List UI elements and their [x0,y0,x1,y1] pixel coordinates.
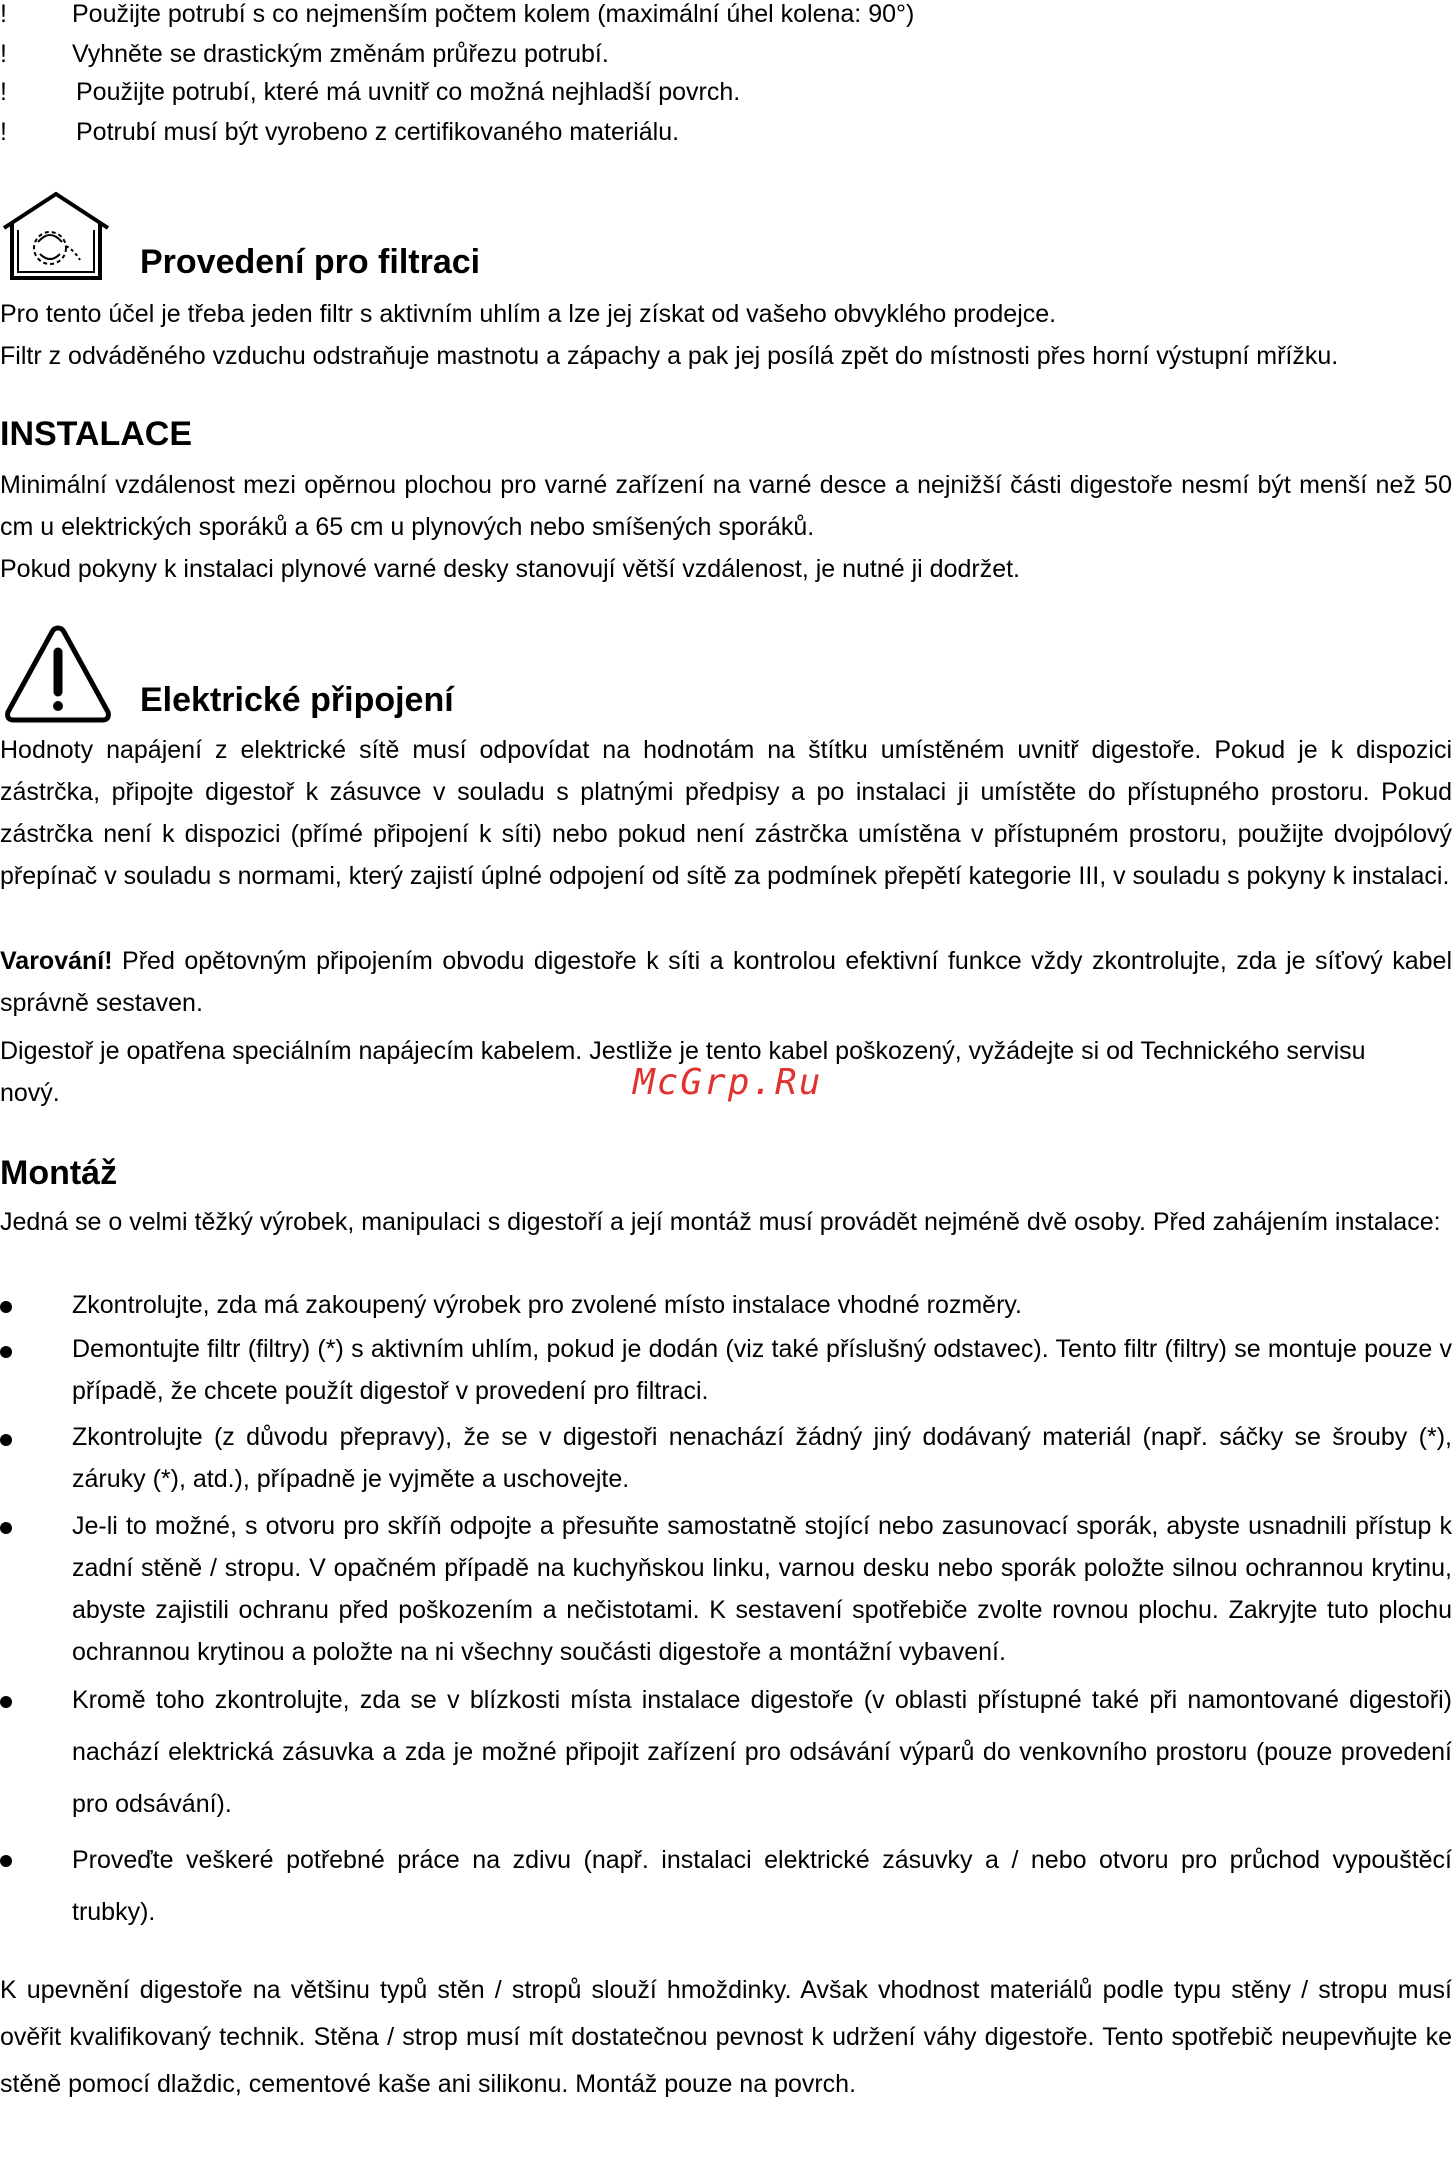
paragraph: Pokud pokyny k instalaci plynové varné desky stanovují větší vzdálenost, je nutné ji dodržet. [0,555,1021,583]
exclamation-mark: ! [0,40,7,68]
list-item: Je-li to možné, s otvoru pro skříň odpojte a přesuňte samostatně stojící nebo zasunovací sporák, abyste usnadnili přístup k zadní stěně / stropu. V opačném případě na kuchyňskou linku, varnou desku nebo sporák položte silnou ochrannou krytinu, abyste zajistili ochranu před poškozením a nečistotami. K sestavení spotřebiče zvolte rovnou plochu. Zakryjte tuto plochu ochrannou krytinou a položte na ni všechny součásti digestoře a montážní vybavení. [72,1512,1452,1666]
watermark: McGrp.Ru [633,1062,823,1103]
paragraph: Minimální vzdálenost mezi opěrnou plochou pro varné zařízení na varné desce a nejnižší části digestoře nesmí být menší než 50 cm u elektrických sporáků a 65 cm u plynových nebo smíšených sporáků. [0,471,1452,541]
paragraph: K upevnění digestoře na většinu typů stěn / stropů slouží hmoždinky. Avšak vhodnost materiálů podle typu stěny / stropu musí ověřit kvalifikovaný technik. Stěna / strop musí mít dostatečnou pevnost k udržení váhy digestoře. Tento spotřebič neupevňujte ke stěně pomocí dlaždic, cementové kaše ani silikonu. Montáž pouze na povrch. [0,1976,1452,2098]
warning-text: Před opětovným připojením obvodu digestoře k síti a kontrolou efektivní funkce vždy zkontrolujte, zda je síťový kabel správně sestaven. [0,947,1452,1017]
section-title-mounting: Montáž [0,1154,118,1192]
bullet-icon [0,1301,12,1313]
pipe-rule-text: Vyhněte se drastickým změnám průřezu potrubí. [72,40,609,68]
bullet-icon [0,1522,12,1534]
paragraph: Hodnoty napájení z elektrické sítě musí odpovídat na hodnotám na štítku umístěném uvnitř digestoře. Pokud je k dispozici zástrčka, připojte digestoř k zásuvce v souladu s platnými předpisy a po instalaci ji umístěte do přístupného prostoru. Pokud zástrčka není k dispozici (přímé připojení k síti) nebo pokud není zástrčka umístěna v přístupném prostoru, použijte dvojpólový přepínač v souladu s normami, který zajistí úplné odpojení od sítě za podmínek přepětí kategorie III, v souladu s pokyny k instalaci. [0,736,1452,890]
bullet-icon [0,1855,12,1867]
list-item: Zkontrolujte (z důvodu přepravy), že se v digestoři nenachází žádný jiný dodávaný materiál (např. sáčky se šrouby (*), záruky (*), atd.), případně je vyjměte a uschovejte. [72,1423,1452,1493]
paragraph: Jedná se o velmi těžký výrobek, manipulaci s digestoří a její montáž musí provádět nejméně dvě osoby. Před zahájením instalace: [0,1208,1441,1236]
paragraph: Filtr z odváděného vzduchu odstraňuje mastnotu a zápachy a pak jej posílá zpět do místnosti přes horní výstupní mřížku. [0,342,1339,370]
list-item: Zkontrolujte, zda má zakoupený výrobek pro zvolené místo instalace vhodné rozměry. [72,1291,1022,1319]
exclamation-mark: ! [0,118,7,146]
list-item: Kromě toho zkontrolujte, zda se v blízkosti místa instalace digestoře (v oblasti přístupné také při namontované digestoři) nachází elektrická zásuvka a zda je možné připojit zařízení pro odsávání výparů do venkovního prostoru (pouze provedení pro odsávání). [72,1686,1452,1818]
section-title-installation: INSTALACE [0,415,193,453]
paragraph: Digestoř je opatřena speciálním napájecím kabelem. Jestliže je tento kabel poškozený, vyžádejte si od Technického servisu nový. [0,1037,1366,1107]
bullet-icon [0,1346,12,1358]
exclamation-mark: ! [0,0,7,28]
section-title-electrical: Elektrické připojení [140,681,454,719]
warning-paragraph [0,940,1452,1024]
section-title-filtration: Provedení pro filtraci [140,243,481,281]
pipe-rule-text: Použijte potrubí s co nejmenším počtem kolem (maximální úhel kolena: 90°) [72,0,915,28]
list-item: Proveďte veškeré potřebné práce na zdivu (např. instalaci elektrické zásuvky a / nebo otvoru pro průchod vypouštěcí trubky). [72,1846,1452,1926]
pipe-rule-text: Potrubí musí být vyrobeno z certifikovaného materiálu. [76,118,680,146]
list-item: Demontujte filtr (filtry) (*) s aktivním uhlím, pokud je dodán (viz také příslušný odstavec). Tento filtr (filtry) se montuje pouze v případě, že chcete použít digestoř v provedení pro filtraci. [72,1335,1452,1405]
house-recirculation-icon [0,190,112,282]
exclamation-mark: ! [0,78,7,106]
warning-triangle-icon [2,622,114,726]
bullet-icon [0,1434,12,1446]
warning-label: Varování! [0,947,113,975]
bullet-icon [0,1696,12,1708]
paragraph: Pro tento účel je třeba jeden filtr s aktivním uhlím a lze jej získat od vašeho obvyklého prodejce. [0,300,1057,328]
pipe-rule-text: Použijte potrubí, které má uvnitř co možná nejhladší povrch. [76,78,741,106]
